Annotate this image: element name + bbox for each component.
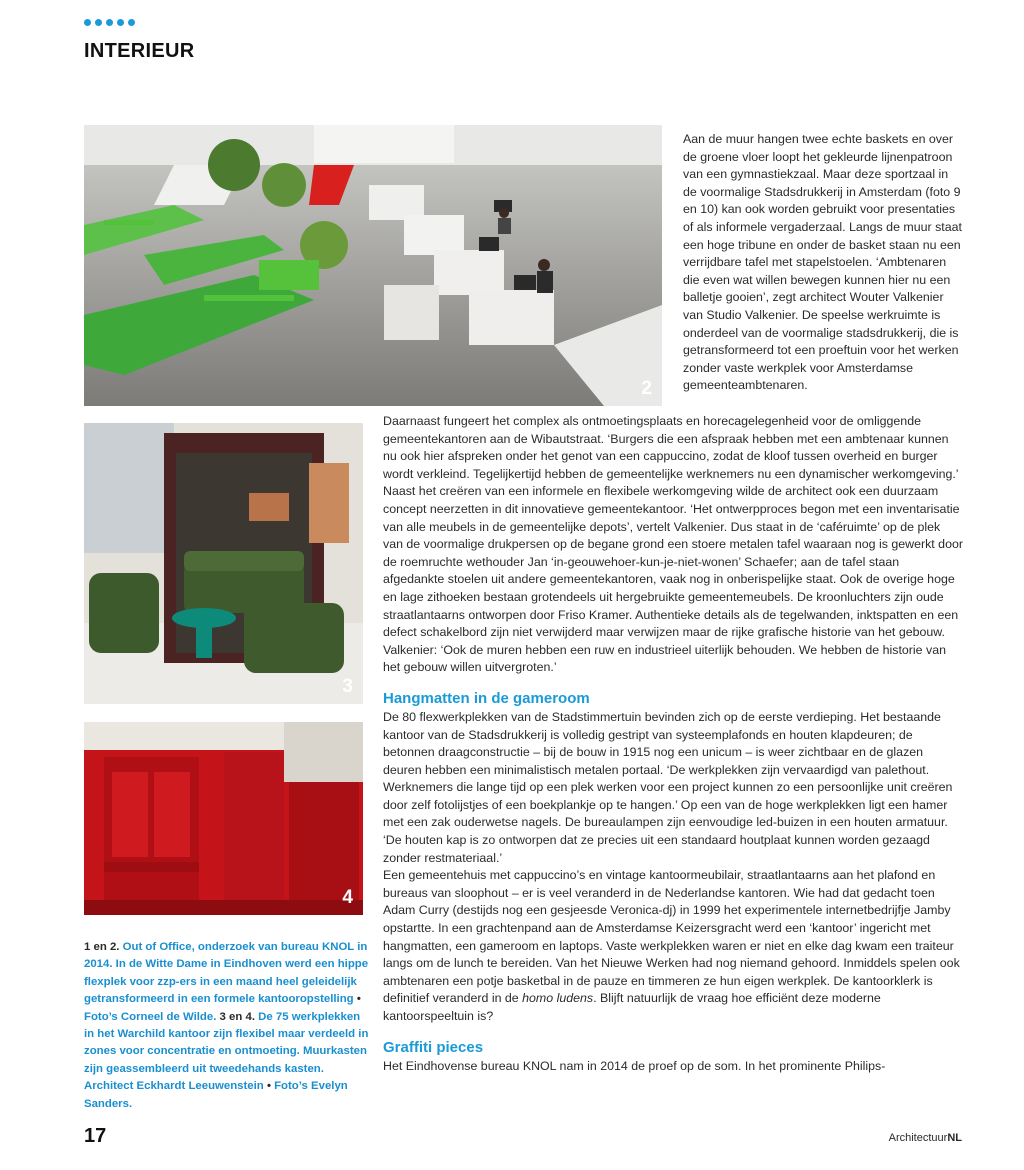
subheading-hangmatten: Hangmatten in de gameroom	[383, 689, 590, 707]
subheading-graffiti: Graffiti pieces	[383, 1038, 484, 1056]
article-main-column	[383, 413, 963, 1075]
photo-number: 4	[342, 887, 353, 908]
photo-number: 2	[641, 378, 652, 399]
article-paragraph: De 80 flexwerkplekken van de Stadstimmertuin bevinden zich op de eerste verdieping. Het bestaande kantoor van de Stadsdrukkerij is volledig gestript van systeemplafonds en houten klapdeuren; de betonnen draagconstructie – bij de bouw in 1915 nog een unicum – is weer zichtbaar en de glazen deuren hebben een minimalistisch metalen portaal. ‘De werkplekken zijn vervaardigd van palethout. Werknemers die lange tijd op een plek werken voor een project kunnen zo een persoonlijke unit creëren door zelf fotolijstjes of een boekplankje op te hangen.’ Op een van de hoge werkplekken ligt een hamer met een zak ouderwetse nagels. De bureaulampen zijn eenvoudige led-buizen in een houten armatuur. ‘De houten kap is zo ontworpen dat ze precies uit een standaard houtplaat kunnen worden gezaagd zonder restmateriaal.’	[383, 709, 953, 865]
caption-bullet: •	[266, 1080, 271, 1093]
paragraph-text: . Blijft natuurlijk de vraag hoe efficiënt deze moderne kantoorspeeltuin is?	[383, 991, 881, 1023]
header-dot	[128, 19, 135, 26]
article-paragraph-right: Aan de muur hangen twee echte baskets en over de groene vloer loopt het gekleurde lijnenpatroon van een gymnastiekzaal. Maar deze sportzaal in de voormalige Stadsdrukkerij in Amsterdam (foto 9 en 10) kan ook worden gebruikt voor presentaties of als informele vergaderzaal. Langs de muur staat een hoge tribune en onder de basket staan nu een verrijdbare tafel met stapelstoelen. ‘Ambtenaren die even wat willen bewegen kunnen hier nu een balletje gooien’, zegt architect Wouter Valkenier van Studio Valkenier. De speelse werkruimte is onderdeel van de voormalige stadsdrukkerij, die is getransformeerd tot een proeftuin voor het werken zonder vaste werkplek voor Amsterdamse gemeenteambtenaren.	[683, 132, 962, 393]
photo-red-room	[84, 722, 363, 915]
lounge-illustration	[84, 423, 363, 704]
header-dot	[84, 19, 91, 26]
caption-ref: 3 en 4.	[219, 1010, 256, 1023]
photo-caption	[84, 939, 369, 1113]
header-dots	[84, 19, 135, 26]
magazine-brand	[889, 1132, 962, 1144]
open-office-illustration	[84, 125, 662, 406]
caption-text: Out of Office, onderzoek van bureau KNOL in 2014. In de Witte Dame in Eindhoven werd een hippe flexplek voor zzp-ers in een maand heel geleidelijk getransformeerd in een formele kantooropstelling	[84, 941, 369, 1006]
header-dot	[106, 19, 113, 26]
photo-lounge	[84, 423, 363, 704]
article-paragraph	[383, 867, 963, 1025]
page-number: 17	[84, 1125, 107, 1147]
section-title: INTERIEUR	[84, 40, 195, 62]
article-paragraph: Daarnaast fungeert het complex als ontmoetingsplaats en horecagelegenheid voor de omliggende gemeentekantoren aan de Wibautstraat. ‘Burgers die een afspraak hebben met een ambtenaar kunnen nu ook hier afspreken onder het genot van een cappuccino, zodat de kloof tussen overheid en burger wordt verkleind. Tegelijkertijd hebben de gemeentelijke werknemers nu een dynamischer werkomgeving.’ Naast het creëren van een informele en flexibele werkomgeving wilde de architect ook een duurzaam concept neerzetten in dit innovatieve gemeentekantoor. ‘Het ontwerpproces begon met een inventarisatie van alle meubels in de gemeentelijke depots’, vertelt Valkenier. Dus staat in de ‘caféruimte’ op de plek van de voormalige drukpersen op de begane grond een stoere metalen tafel waaraan nog is gewerkt door de roemruchte wethouder Jan ‘in-geouwehoer-kun-je-niet-wonen’ Schaefer; aan de tafel staan afgedankte stoelen uit andere gemeentekantoren, vaak nog in onberispelijke staat. Ook de overige hoge en lage zithoeken bestaan grotendeels uit hergebruikte gemeentemeubels. De kroonluchters zijn oude straatlantaarns ontworpen door Friso Kramer. Authentieke details als de tegelwanden, inktspatten en een defect schakelbord zijn niet verwijderd maar verwijzen maar de rijke grafische historie van het gebouw. Valkenier: ‘Ook de muren hebben een ruw en industrieel uiterlijk behouden. We hebben de historie van het gebouw willen uitvergroten.’	[383, 414, 963, 675]
red-room-illustration	[84, 722, 363, 915]
brand-prefix: Architectuur	[888, 1132, 948, 1144]
brand-suffix: NL	[947, 1132, 962, 1144]
paragraph-text: Een gemeentehuis met cappuccino’s en vintage kantoormeubilair, straatlantaarns aan het plafond en bureaus van sloophout – er is veel veranderd in de Nederlandse kantoren. Wie had dat gedacht toen Adam Curry (destijds nog een gesjeesde Veronica-dj) in 1999 het experimentele internetbedrijfje Jamby opstartte. In een grachtenpand aan de Amsterdamse Keizersgracht werd een ‘kantoor’ ingericht met hangmatten, een gameroom en laptops. Vaste werkplekken waren er niet en elke dag kwam een traiteur langs om de lunch te bereiden. Van het Nieuwe Werken had nog niemand gehoord. Inmiddels spelen ook ambtenaren een potje basketbal in de pauze en timmeren ze hun eigen werkplek. De kantoorklerk is definitief veranderd in de	[383, 868, 960, 1006]
header-dot	[117, 19, 124, 26]
article-paragraph: Het Eindhovense bureau KNOL nam in 2014 de proef op de som. In het prominente Philips-	[383, 1058, 886, 1073]
paragraph-italic: homo ludens	[522, 991, 594, 1006]
caption-bullet: •	[356, 993, 361, 1006]
caption-ref: 1 en 2.	[84, 941, 120, 953]
caption-text: De 75 werkplekken in het Warchild kantoor zijn flexibel maar verdeeld in zones voor concentratie en ontmoeting. Muurkasten zijn geassembleerd uit tweedehands kasten. Architect Eckhardt Leeuwenstein	[84, 1010, 369, 1093]
photo-number: 3	[342, 676, 353, 697]
photo-open-office	[84, 125, 662, 406]
caption-credit: Foto’s Corneel de Wilde.	[84, 1010, 220, 1023]
header-dot	[95, 19, 102, 26]
caption-credit: Foto’s Evelyn Sanders.	[84, 1080, 348, 1110]
